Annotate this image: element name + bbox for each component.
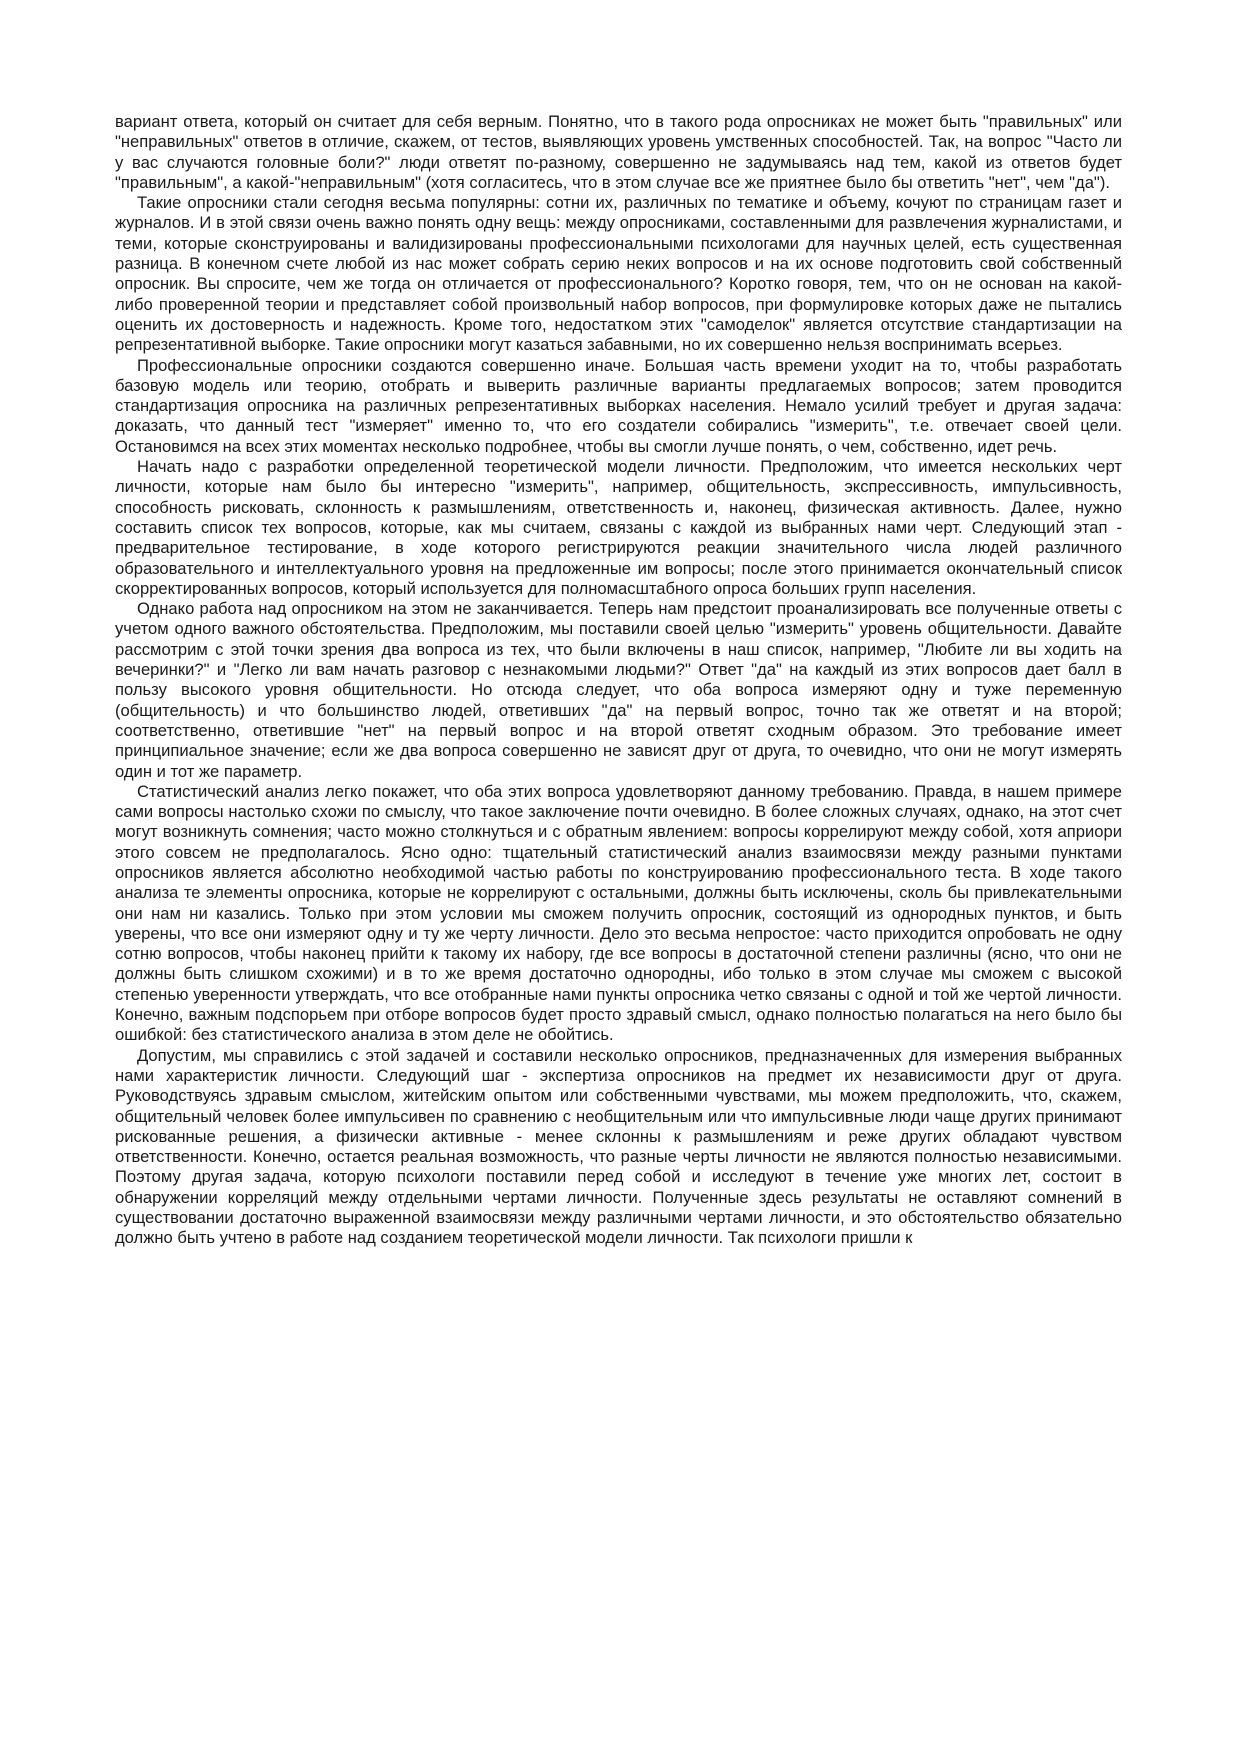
paragraph-1: вариант ответа, который он считает для себя верным. Понятно, что в такого рода опросниках не может быть "правильных" или "неправильных" ответов в отличие, скажем, от тестов, выявляющих уровень умственных способностей. Так, на вопрос "Часто ли у вас случаются головные боли?" люди ответят по-разному, совершенно не задумываясь над тем, какой из ответов будет "правильным", а какой-"неправильным" (хотя согласитесь, что в этом случае все же приятнее было бы ответить "нет", чем "да"). [115,112,1122,192]
paragraph-5: Однако работа над опросником на этом не заканчивается. Теперь нам предстоит проанализировать все полученные ответы с учетом одного важного обстоятельства. Предположим, мы поставили своей целью "измерить" уровень общительности. Давайте рассмотрим с этой точки зрения два вопроса из тех, что были включены в наш список, например, "Любите ли вы ходить на вечеринки?" и "Легко ли вам начать разговор с незнакомыми людьми?" Ответ "да" на каждый из этих вопросов дает балл в пользу высокого уровня общительности. Но отсюда следует, что оба вопроса измеряют одну и туже переменную (общительность) и что большинство людей, ответивших "да" на первый вопрос, точно так же ответят и на второй; соответственно, ответившие "нет" на первый вопрос и на второй ответят сходным образом. Это требование имеет принципиальное значение; если же два вопроса совершенно не зависят друг от друга, то очевидно, что они не могут измерять один и тот же параметр. [115,599,1122,781]
paragraph-7: Допустим, мы справились с этой задачей и составили несколько опросников, предназначенных для измерения выбранных нами характеристик личности. Следующий шаг - экспертиза опросников на предмет их независимости друг от друга. Руководствуясь здравым смыслом, житейским опытом или собственными чувствами, мы можем предположить, что, скажем, общительный человек более импульсивен по сравнению с необщительным или что импульсивные люди чаще других принимают рискованные решения, а физически активные - менее склонны к размышлениям и реже других обладают чувством ответственности. Конечно, остается реальная возможность, что разные черты личности не являются полностью независимыми. Поэтому другая задача, которую психологи поставили перед собой и исследуют в течение уже многих лет, состоит в обнаружении корреляций между отдельными чертами личности. Полученные здесь результаты не оставляют сомнений в существовании достаточно выраженной взаимосвязи между различными чертами личности, и это обстоятельство обязательно должно быть учтено в работе над созданием теоретической модели личности. Так психологи пришли к [115,1045,1122,1248]
paragraph-3: Профессиональные опросники создаются совершенно иначе. Большая часть времени уходит на то, чтобы разработать базовую модель или теорию, отобрать и выверить различные варианты предлагаемых вопросов; затем проводится стандартизация опросника на различных репрезентативных выборках населения. Немало усилий требует и другая задача: доказать, что данный тест "измеряет" именно то, что его создатели собирались "измерить", т.е. отвечает своей цели. Остановимся на всех этих моментах несколько подробнее, чтобы вы смогли лучше понять, о чем, собственно, идет речь. [115,355,1122,456]
document-page [115,112,1122,1249]
paragraph-6: Статистический анализ легко покажет, что оба этих вопроса удовлетворяют данному требованию. Правда, в нашем примере сами вопросы настолько схожи по смыслу, что такое заключение почти очевидно. В более сложных случаях, однако, на этот счет могут возникнуть сомнения; часто можно столкнуться и с обратным явлением: вопросы коррелируют между собой, хотя априори этого совсем не предполагалось. Ясно одно: тщательный статистический анализ взаимосвязи между разными пунктами опросников является абсолютно необходимой частью работы по конструированию профессионального теста. В ходе такого анализа те элементы опросника, которые не коррелируют с остальными, должны быть исключены, сколь бы привлекательными они нам ни казались. Только при этом условии мы сможем получить опросник, состоящий из однородных пунктов, и быть уверены, что все они измеряют одну и ту же черту личности. Дело это весьма непростое: часто приходится опробовать не одну сотню вопросов, чтобы наконец прийти к такому их набору, где все вопросы в достаточной степени различны (ясно, что они не должны быть слишком схожими) и в то же время достаточно однородны, ибо только в этом случае мы сможем с высокой степенью уверенности утверждать, что все отобранные нами пункты опросника четко связаны с одной и той же чертой личности. Конечно, важным подспорьем при отборе вопросов будет просто здравый смысл, однако полностью полагаться на него было бы ошибкой: без статистического анализа в этом деле не обойтись. [115,781,1122,1045]
paragraph-4: Начать надо с разработки определенной теоретической модели личности. Предположим, что имеется нескольких черт личности, которые нам было бы интересно "измерить", например, общительность, экспрессивность, импульсивность, способность рисковать, склонность к размышлениям, ответственность и, наконец, физическая активность. Далее, нужно составить список тех вопросов, которые, как мы считаем, связаны с каждой из выбранных нами черт. Следующий этап - предварительное тестирование, в ходе которого регистрируются реакции значительного числа людей различного образовательного и интеллектуального уровня на предложенные им вопросы; после этого принимается окончательный список скорректированных вопросов, который используется для полномасштабного опроса больших групп населения. [115,457,1122,598]
paragraph-2: Такие опросники стали сегодня весьма популярны: сотни их, различных по тематике и объему, кочуют по страницам газет и журналов. И в этой связи очень важно понять одну вещь: между опросниками, составленными для развлечения журналистами, и теми, которые сконструированы и валидизированы профессиональными психологами для научных целей, есть существенная разница. В конечном счете любой из нас может собрать серию неких вопросов и на их основе подготовить свой собственный опросник. Вы спросите, чем же тогда он отличается от профессионального? Коротко говоря, тем, что он не основан на какой-либо проверенной теории и представляет собой произвольный набор вопросов, при формулировке которых даже не пытались оценить их достоверность и надежность. Кроме того, недостатком этих "самоделок" является отсутствие стандартизации на репрезентативной выборке. Такие опросники могут казаться забавными, но их совершенно нельзя воспринимать всерьез. [115,193,1122,355]
